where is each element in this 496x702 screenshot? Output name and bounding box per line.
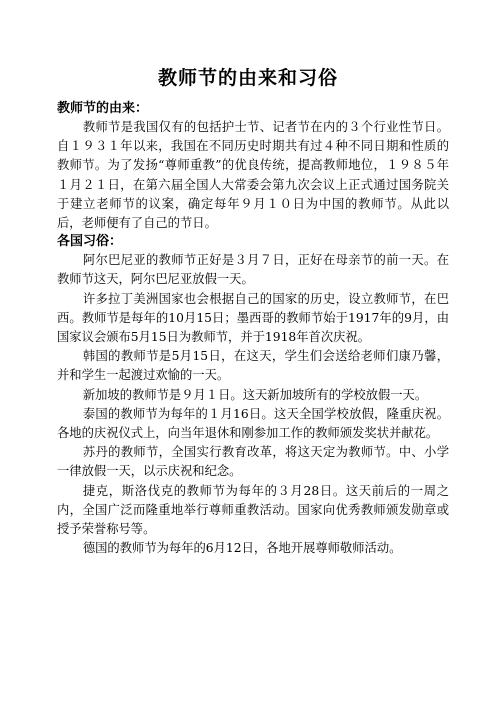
paragraph-czech-slovakia: 捷克，斯洛伐克的教师节为每年的３月28日。这天前后的一周之内，全国广泛而隆重地举行尊师重教活动。国家向优秀教师颁发勋章或授予荣誉称号等。 [57,483,449,537]
paragraph-sudan: 苏丹的教师节，全国实行教育改革，将这天定为教师节。中、小学一律放假一天，以示庆祝和纪念。 [57,445,449,479]
section-heading-origin: 教师节的由来： [57,101,149,116]
document-body [57,100,449,558]
paragraph-germany: 德国的教师节为每年的6月12日，各地开展尊师敬师活动。 [82,541,402,556]
paragraph-albania: 阿尔巴尼亚的教师节正好是３月７日，正好在母亲节的前一天。在教师节这天，阿尔巴尼亚放假一天。 [57,253,449,287]
document-title: 教师节的由来和习俗 [157,67,338,89]
paragraph-singapore: 新加坡的教师节是９月１日。这天新加坡所有的学校放假一天。 [82,387,428,402]
section-customs [57,233,449,558]
section-heading-customs: 各国习俗： [57,234,123,250]
paragraph-latin-america: 许多拉丁美洲国家也会根据自己的国家的历史，设立教师节，在巴西。教师节是每年的10月15日；墨西哥的教师节始于1917年的9月，由国家议会颁布5月15日为教师节，并于1918年首次庆祝。 [57,291,449,345]
paragraph-origin: 教师节是我国仅有的包括护士节、记者节在内的３个行业性节日。自１９３１年以来，我国在不同历史时期共有过４种不同日期和性质的教师节。为了发扬“尊师重教”的优良传统，提高教师地位，１９８５年１月２１日，在第六届全国人大常委会第九次会议上正式通过国务院关于建立老师节的议案，确定每年９月１０日为中国的教师节。从此以后，老师便有了自己的节日。 [57,120,449,231]
paragraph-korea: 韩国的教师节是5月15日，在这天，学生们会送给老师们康乃馨，并和学生一起渡过欢愉的一天。 [57,349,449,383]
paragraph-thailand: 泰国的教师节为每年的１月16日。这天全国学校放假，隆重庆祝。各地的庆祝仪式上，向当年退休和刚参加工作的教师颁发奖状并献花。 [57,406,449,441]
section-origin [57,100,449,233]
